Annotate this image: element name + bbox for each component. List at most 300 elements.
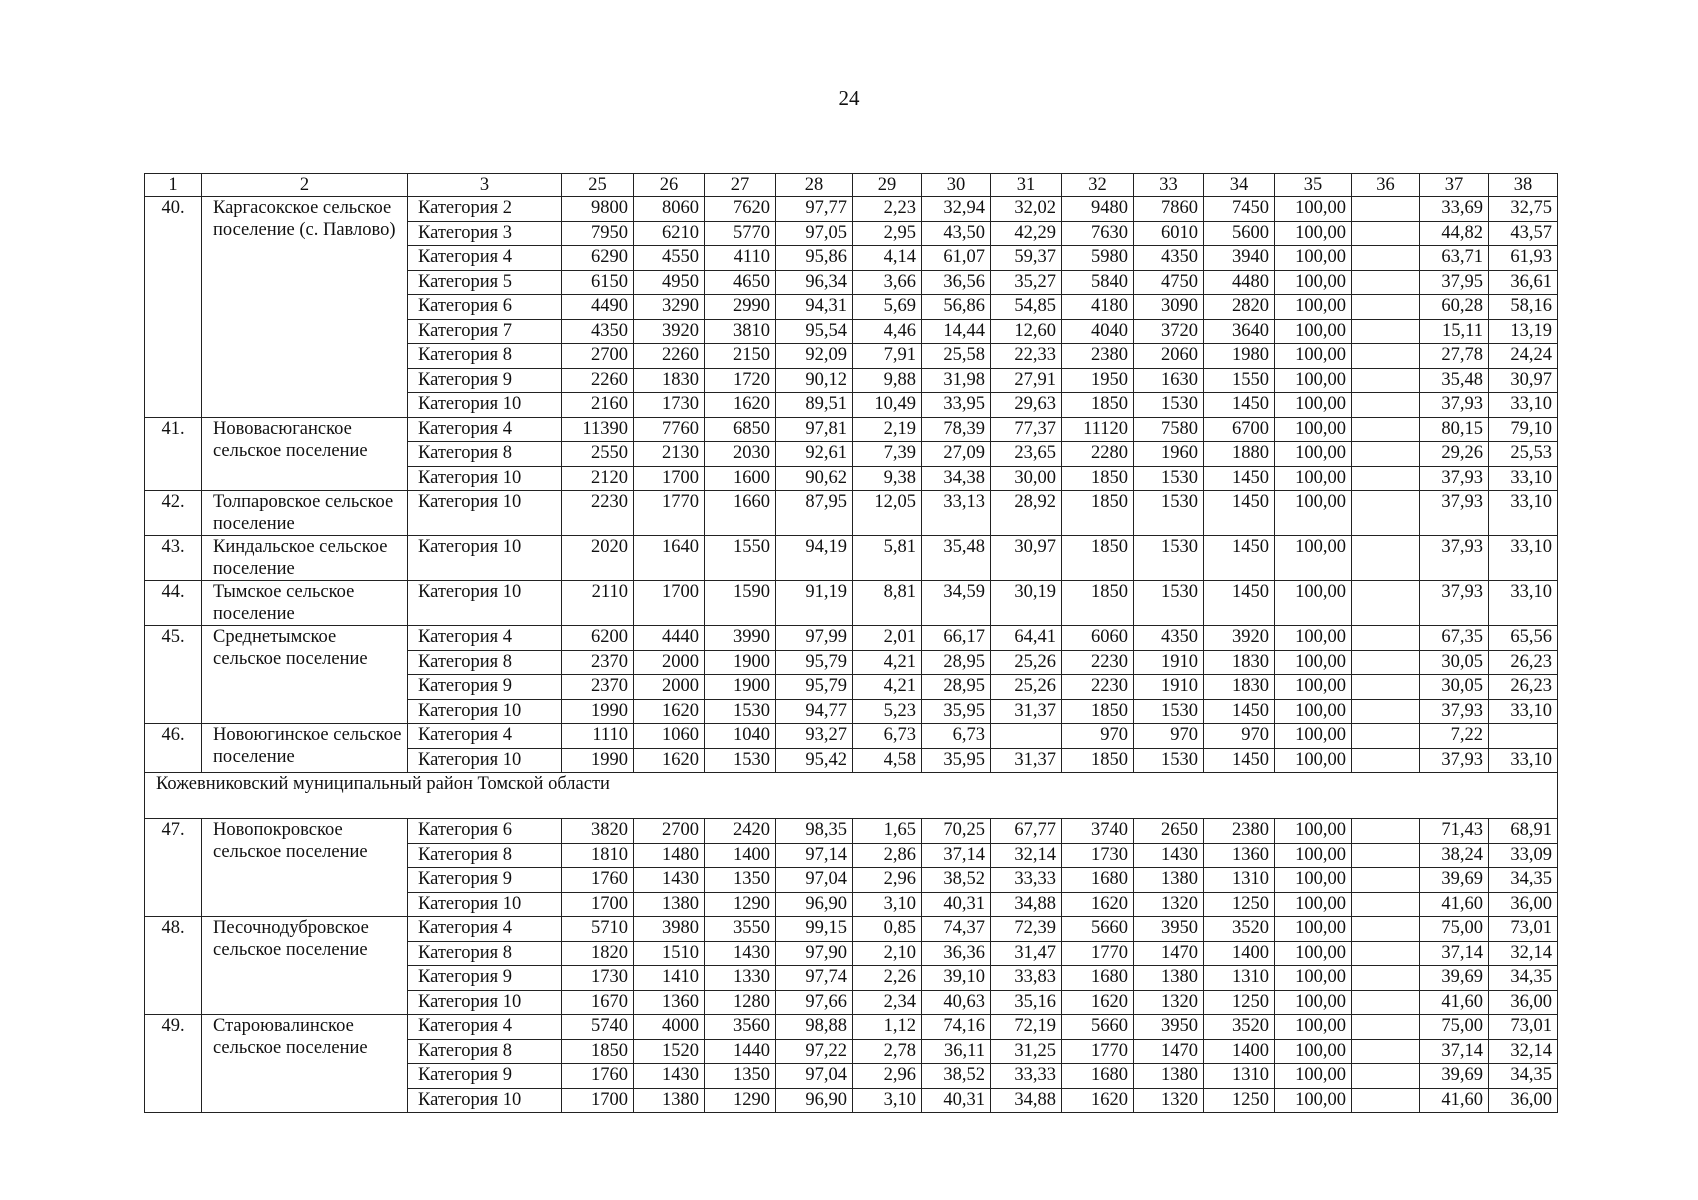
value-cell: 1450 <box>1204 466 1275 491</box>
value-cell: 4,58 <box>853 748 922 773</box>
value-cell: 100,00 <box>1275 819 1352 844</box>
value-cell: 73,01 <box>1489 1015 1558 1040</box>
value-cell: 36,61 <box>1489 270 1558 295</box>
value-cell: 59,37 <box>991 246 1062 271</box>
category-cell: Категория 10 <box>408 581 562 626</box>
value-cell: 100,00 <box>1275 1015 1352 1040</box>
value-cell: 3950 <box>1134 917 1204 942</box>
value-cell: 22,33 <box>991 344 1062 369</box>
value-cell: 1110 <box>562 724 634 749</box>
value-cell: 1990 <box>562 748 634 773</box>
value-cell: 5,81 <box>853 536 922 581</box>
value-cell: 63,71 <box>1420 246 1489 271</box>
value-cell: 75,00 <box>1420 917 1489 942</box>
table-row <box>145 917 1558 942</box>
value-cell <box>1352 843 1420 868</box>
table-row <box>145 536 1558 581</box>
value-cell <box>1352 941 1420 966</box>
value-cell: 33,95 <box>922 393 991 418</box>
value-cell: 1760 <box>562 868 634 893</box>
value-cell: 3290 <box>634 295 705 320</box>
value-cell: 58,16 <box>1489 295 1558 320</box>
value-cell: 1680 <box>1062 868 1134 893</box>
value-cell <box>1352 966 1420 991</box>
value-cell: 95,79 <box>776 650 853 675</box>
value-cell: 38,52 <box>922 1064 991 1089</box>
value-cell: 67,35 <box>1420 626 1489 651</box>
value-cell: 1620 <box>634 748 705 773</box>
value-cell: 32,02 <box>991 197 1062 222</box>
value-cell: 1850 <box>1062 491 1134 536</box>
table-row <box>145 197 1558 222</box>
value-cell: 1250 <box>1204 1088 1275 1113</box>
category-cell: Категория 8 <box>408 941 562 966</box>
value-cell: 2370 <box>562 650 634 675</box>
table-row <box>145 417 1558 442</box>
category-cell: Категория 2 <box>408 197 562 222</box>
value-cell: 2150 <box>705 344 776 369</box>
section-row <box>145 773 1558 819</box>
table-row <box>145 724 1558 749</box>
header-cell: 33 <box>1134 174 1204 197</box>
value-cell: 6290 <box>562 246 634 271</box>
row-number: 48. <box>145 917 202 1015</box>
value-cell: 1410 <box>634 966 705 991</box>
value-cell: 1330 <box>705 966 776 991</box>
header-cell: 34 <box>1204 174 1275 197</box>
category-cell: Категория 5 <box>408 270 562 295</box>
value-cell: 1910 <box>1134 650 1204 675</box>
value-cell: 2650 <box>1134 819 1204 844</box>
value-cell: 33,09 <box>1489 843 1558 868</box>
category-cell: Категория 8 <box>408 650 562 675</box>
value-cell: 39,69 <box>1420 868 1489 893</box>
value-cell: 1380 <box>1134 868 1204 893</box>
value-cell: 1830 <box>634 368 705 393</box>
value-cell: 37,93 <box>1420 466 1489 491</box>
value-cell <box>1352 892 1420 917</box>
value-cell: 100,00 <box>1275 748 1352 773</box>
value-cell: 1380 <box>1134 966 1204 991</box>
value-cell: 34,88 <box>991 892 1062 917</box>
value-cell: 25,53 <box>1489 442 1558 467</box>
value-cell: 1620 <box>1062 892 1134 917</box>
value-cell: 1700 <box>634 581 705 626</box>
value-cell: 1450 <box>1204 491 1275 536</box>
value-cell: 8060 <box>634 197 705 222</box>
value-cell: 3720 <box>1134 319 1204 344</box>
value-cell: 100,00 <box>1275 581 1352 626</box>
value-cell: 44,82 <box>1420 221 1489 246</box>
value-cell: 5710 <box>562 917 634 942</box>
value-cell: 2380 <box>1062 344 1134 369</box>
value-cell <box>1352 748 1420 773</box>
value-cell <box>1352 536 1420 581</box>
value-cell: 7860 <box>1134 197 1204 222</box>
value-cell: 43,50 <box>922 221 991 246</box>
value-cell: 6850 <box>705 417 776 442</box>
category-cell: Категория 10 <box>408 990 562 1015</box>
value-cell: 1980 <box>1204 344 1275 369</box>
value-cell: 64,41 <box>991 626 1062 651</box>
value-cell: 100,00 <box>1275 843 1352 868</box>
value-cell: 100,00 <box>1275 966 1352 991</box>
value-cell <box>1352 581 1420 626</box>
value-cell: 1850 <box>1062 699 1134 724</box>
value-cell: 33,10 <box>1489 581 1558 626</box>
value-cell: 31,25 <box>991 1039 1062 1064</box>
value-cell: 66,17 <box>922 626 991 651</box>
value-cell: 3,66 <box>853 270 922 295</box>
value-cell: 25,26 <box>991 650 1062 675</box>
value-cell: 94,31 <box>776 295 853 320</box>
header-cell: 31 <box>991 174 1062 197</box>
value-cell: 100,00 <box>1275 990 1352 1015</box>
value-cell: 12,60 <box>991 319 1062 344</box>
value-cell: 1450 <box>1204 748 1275 773</box>
value-cell <box>1352 626 1420 651</box>
value-cell: 1700 <box>634 466 705 491</box>
category-cell: Категория 4 <box>408 917 562 942</box>
value-cell: 37,93 <box>1420 536 1489 581</box>
value-cell: 2230 <box>562 491 634 536</box>
category-cell: Категория 4 <box>408 724 562 749</box>
value-cell <box>1352 221 1420 246</box>
value-cell: 29,63 <box>991 393 1062 418</box>
value-cell: 1250 <box>1204 990 1275 1015</box>
value-cell: 15,11 <box>1420 319 1489 344</box>
value-cell: 99,15 <box>776 917 853 942</box>
value-cell: 1910 <box>1134 675 1204 700</box>
value-cell: 35,48 <box>1420 368 1489 393</box>
value-cell: 25,26 <box>991 675 1062 700</box>
value-cell: 970 <box>1062 724 1134 749</box>
category-cell: Категория 4 <box>408 626 562 651</box>
value-cell: 5,69 <box>853 295 922 320</box>
value-cell: 1900 <box>705 675 776 700</box>
value-cell: 3520 <box>1204 917 1275 942</box>
settlement-name: Нововасюганское сельское поселение <box>202 417 408 491</box>
value-cell: 3820 <box>562 819 634 844</box>
value-cell: 1850 <box>1062 393 1134 418</box>
value-cell: 1760 <box>562 1064 634 1089</box>
page-number: 24 <box>838 86 860 110</box>
value-cell: 31,98 <box>922 368 991 393</box>
value-cell: 1,65 <box>853 819 922 844</box>
value-cell: 3640 <box>1204 319 1275 344</box>
value-cell <box>991 724 1062 749</box>
value-cell: 9,38 <box>853 466 922 491</box>
value-cell: 33,10 <box>1489 466 1558 491</box>
value-cell: 36,11 <box>922 1039 991 1064</box>
header-cell: 29 <box>853 174 922 197</box>
value-cell: 3,10 <box>853 892 922 917</box>
value-cell: 37,93 <box>1420 393 1489 418</box>
value-cell: 74,37 <box>922 917 991 942</box>
value-cell: 1530 <box>1134 491 1204 536</box>
value-cell: 25,58 <box>922 344 991 369</box>
value-cell: 1950 <box>1062 368 1134 393</box>
value-cell: 30,97 <box>991 536 1062 581</box>
value-cell: 1320 <box>1134 990 1204 1015</box>
value-cell: 35,48 <box>922 536 991 581</box>
value-cell: 31,37 <box>991 699 1062 724</box>
value-cell: 34,38 <box>922 466 991 491</box>
value-cell: 96,90 <box>776 892 853 917</box>
value-cell: 38,52 <box>922 868 991 893</box>
value-cell: 6,73 <box>922 724 991 749</box>
value-cell: 2060 <box>1134 344 1204 369</box>
value-cell: 100,00 <box>1275 393 1352 418</box>
value-cell: 32,14 <box>991 843 1062 868</box>
value-cell: 95,54 <box>776 319 853 344</box>
value-cell <box>1352 442 1420 467</box>
value-cell: 100,00 <box>1275 892 1352 917</box>
value-cell: 2230 <box>1062 675 1134 700</box>
value-cell: 61,93 <box>1489 246 1558 271</box>
value-cell: 95,79 <box>776 675 853 700</box>
value-cell: 2,34 <box>853 990 922 1015</box>
value-cell: 39,10 <box>922 966 991 991</box>
header-cell: 27 <box>705 174 776 197</box>
value-cell: 29,26 <box>1420 442 1489 467</box>
value-cell: 1400 <box>705 843 776 868</box>
value-cell: 3740 <box>1062 819 1134 844</box>
row-number: 49. <box>145 1015 202 1113</box>
value-cell: 7,91 <box>853 344 922 369</box>
value-cell: 100,00 <box>1275 270 1352 295</box>
value-cell <box>1352 868 1420 893</box>
settlement-name: Тымское сельское поселение <box>202 581 408 626</box>
value-cell: 30,19 <box>991 581 1062 626</box>
settlement-name: Среднетымское сельское поселение <box>202 626 408 724</box>
value-cell: 100,00 <box>1275 917 1352 942</box>
value-cell: 1990 <box>562 699 634 724</box>
row-number: 42. <box>145 491 202 536</box>
value-cell: 67,77 <box>991 819 1062 844</box>
value-cell: 4180 <box>1062 295 1134 320</box>
value-cell: 77,37 <box>991 417 1062 442</box>
value-cell: 1730 <box>1062 843 1134 868</box>
value-cell: 3920 <box>1204 626 1275 651</box>
value-cell: 98,88 <box>776 1015 853 1040</box>
value-cell: 1850 <box>1062 536 1134 581</box>
value-cell: 39,69 <box>1420 966 1489 991</box>
value-cell: 70,25 <box>922 819 991 844</box>
value-cell: 40,31 <box>922 1088 991 1113</box>
value-cell: 100,00 <box>1275 626 1352 651</box>
value-cell: 3950 <box>1134 1015 1204 1040</box>
value-cell: 1530 <box>1134 536 1204 581</box>
value-cell: 97,04 <box>776 868 853 893</box>
value-cell: 4750 <box>1134 270 1204 295</box>
value-cell: 97,05 <box>776 221 853 246</box>
value-cell: 1620 <box>1062 990 1134 1015</box>
value-cell: 95,42 <box>776 748 853 773</box>
value-cell: 97,22 <box>776 1039 853 1064</box>
value-cell: 28,92 <box>991 491 1062 536</box>
value-cell: 100,00 <box>1275 344 1352 369</box>
value-cell: 1,12 <box>853 1015 922 1040</box>
value-cell: 1480 <box>634 843 705 868</box>
category-cell: Категория 10 <box>408 1088 562 1113</box>
value-cell: 97,81 <box>776 417 853 442</box>
value-cell: 2030 <box>705 442 776 467</box>
value-cell: 2550 <box>562 442 634 467</box>
value-cell: 41,60 <box>1420 1088 1489 1113</box>
value-cell: 1060 <box>634 724 705 749</box>
value-cell: 4480 <box>1204 270 1275 295</box>
category-cell: Категория 10 <box>408 491 562 536</box>
header-cell: 30 <box>922 174 991 197</box>
value-cell <box>1352 1039 1420 1064</box>
value-cell: 1830 <box>1204 650 1275 675</box>
value-cell: 3,10 <box>853 1088 922 1113</box>
value-cell: 4650 <box>705 270 776 295</box>
value-cell: 970 <box>1134 724 1204 749</box>
value-cell: 1040 <box>705 724 776 749</box>
category-cell: Категория 8 <box>408 344 562 369</box>
value-cell: 36,36 <box>922 941 991 966</box>
value-cell: 78,39 <box>922 417 991 442</box>
value-cell: 28,95 <box>922 675 991 700</box>
value-cell: 100,00 <box>1275 1039 1352 1064</box>
value-cell: 2370 <box>562 675 634 700</box>
value-cell: 5,23 <box>853 699 922 724</box>
value-cell: 3090 <box>1134 295 1204 320</box>
value-cell: 2700 <box>562 344 634 369</box>
value-cell: 100,00 <box>1275 491 1352 536</box>
value-cell: 2160 <box>562 393 634 418</box>
value-cell: 1620 <box>705 393 776 418</box>
value-cell: 1770 <box>1062 941 1134 966</box>
category-cell: Категория 10 <box>408 393 562 418</box>
value-cell: 1450 <box>1204 393 1275 418</box>
value-cell: 68,91 <box>1489 819 1558 844</box>
category-cell: Категория 6 <box>408 819 562 844</box>
category-cell: Категория 8 <box>408 1039 562 1064</box>
value-cell: 7630 <box>1062 221 1134 246</box>
value-cell: 2,95 <box>853 221 922 246</box>
value-cell: 0,85 <box>853 917 922 942</box>
category-cell: Категория 10 <box>408 699 562 724</box>
value-cell <box>1352 819 1420 844</box>
value-cell <box>1352 1088 1420 1113</box>
value-cell: 3990 <box>705 626 776 651</box>
value-cell: 1530 <box>1134 699 1204 724</box>
value-cell: 2,10 <box>853 941 922 966</box>
value-cell: 65,56 <box>1489 626 1558 651</box>
value-cell: 3560 <box>705 1015 776 1040</box>
value-cell: 7,39 <box>853 442 922 467</box>
value-cell: 2990 <box>705 295 776 320</box>
value-cell <box>1352 990 1420 1015</box>
value-cell: 13,19 <box>1489 319 1558 344</box>
value-cell: 36,00 <box>1489 990 1558 1015</box>
value-cell: 1810 <box>562 843 634 868</box>
value-cell: 7450 <box>1204 197 1275 222</box>
value-cell: 1320 <box>1134 1088 1204 1113</box>
value-cell: 2700 <box>634 819 705 844</box>
value-cell: 1640 <box>634 536 705 581</box>
value-cell: 7950 <box>562 221 634 246</box>
value-cell: 33,33 <box>991 1064 1062 1089</box>
value-cell: 80,15 <box>1420 417 1489 442</box>
value-cell: 4490 <box>562 295 634 320</box>
row-number: 44. <box>145 581 202 626</box>
value-cell: 60,28 <box>1420 295 1489 320</box>
value-cell: 1310 <box>1204 1064 1275 1089</box>
value-cell: 1630 <box>1134 368 1204 393</box>
value-cell: 1700 <box>562 1088 634 1113</box>
value-cell: 26,23 <box>1489 675 1558 700</box>
value-cell: 30,05 <box>1420 675 1489 700</box>
header-cell: 28 <box>776 174 853 197</box>
value-cell: 2,26 <box>853 966 922 991</box>
value-cell <box>1352 1015 1420 1040</box>
row-number: 47. <box>145 819 202 917</box>
value-cell: 100,00 <box>1275 1064 1352 1089</box>
value-cell: 34,59 <box>922 581 991 626</box>
row-number: 46. <box>145 724 202 773</box>
value-cell: 970 <box>1204 724 1275 749</box>
value-cell: 2,96 <box>853 1064 922 1089</box>
value-cell: 92,61 <box>776 442 853 467</box>
value-cell: 97,74 <box>776 966 853 991</box>
value-cell: 10,49 <box>853 393 922 418</box>
value-cell: 1680 <box>1062 1064 1134 1089</box>
value-cell: 42,29 <box>991 221 1062 246</box>
value-cell: 89,51 <box>776 393 853 418</box>
value-cell <box>1352 417 1420 442</box>
table-row <box>145 491 1558 536</box>
category-cell: Категория 6 <box>408 295 562 320</box>
value-cell: 32,14 <box>1489 1039 1558 1064</box>
value-cell: 1620 <box>634 699 705 724</box>
value-cell: 92,09 <box>776 344 853 369</box>
value-cell: 79,10 <box>1489 417 1558 442</box>
value-cell: 100,00 <box>1275 1088 1352 1113</box>
value-cell: 37,14 <box>1420 1039 1489 1064</box>
value-cell: 1450 <box>1204 536 1275 581</box>
value-cell: 1530 <box>705 748 776 773</box>
value-cell <box>1352 675 1420 700</box>
value-cell: 93,27 <box>776 724 853 749</box>
value-cell: 1380 <box>634 892 705 917</box>
value-cell <box>1352 917 1420 942</box>
value-cell <box>1352 319 1420 344</box>
value-cell: 1520 <box>634 1039 705 1064</box>
header-cell: 1 <box>145 174 202 197</box>
value-cell: 2,78 <box>853 1039 922 1064</box>
value-cell: 27,09 <box>922 442 991 467</box>
header-cell: 25 <box>562 174 634 197</box>
value-cell: 1310 <box>1204 868 1275 893</box>
value-cell: 2120 <box>562 466 634 491</box>
value-cell: 4,21 <box>853 650 922 675</box>
value-cell: 100,00 <box>1275 295 1352 320</box>
value-cell: 1430 <box>634 868 705 893</box>
value-cell <box>1352 393 1420 418</box>
value-cell: 97,99 <box>776 626 853 651</box>
value-cell: 100,00 <box>1275 221 1352 246</box>
value-cell <box>1352 724 1420 749</box>
value-cell: 28,95 <box>922 650 991 675</box>
table-body <box>145 174 1558 1113</box>
value-cell: 5770 <box>705 221 776 246</box>
value-cell: 100,00 <box>1275 197 1352 222</box>
value-cell: 2280 <box>1062 442 1134 467</box>
